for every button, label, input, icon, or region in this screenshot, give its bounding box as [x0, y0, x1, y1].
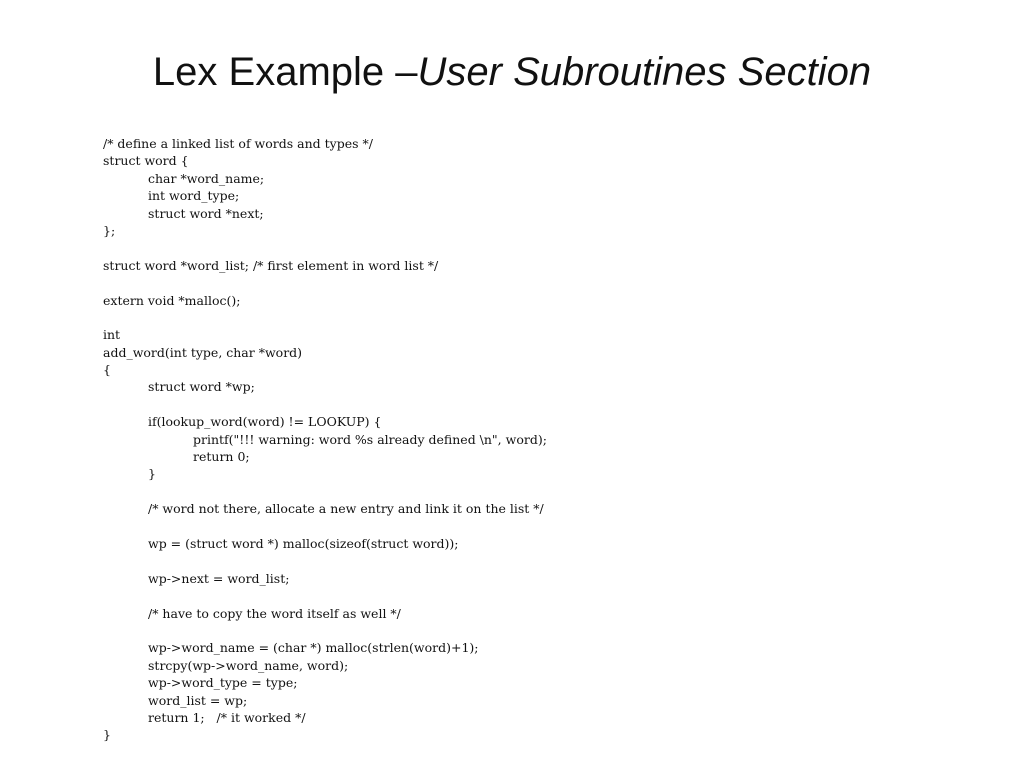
- code-line: struct word *word_list; /* first element in word list */: [103, 257, 439, 273]
- code-line: [103, 274, 547, 291]
- code-line: struct word {: [103, 153, 189, 169]
- slide-title: [0, 46, 1024, 98]
- code-line: [103, 622, 547, 639]
- code-line: strcpy(wp->word_name, word);: [148, 657, 349, 673]
- code-line: /* define a linked list of words and types */: [103, 136, 373, 151]
- code-line: }: [148, 466, 156, 482]
- code-line: [103, 518, 547, 535]
- code-line: [103, 309, 547, 326]
- code-line: [103, 587, 547, 604]
- title-italic: User Subroutines Section: [417, 50, 872, 94]
- code-line: add_word(int type, char *word): [103, 344, 303, 360]
- code-line: wp->word_type = type;: [148, 675, 298, 691]
- code-line: word_list = wp;: [148, 692, 248, 708]
- code-line: return 0;: [193, 449, 250, 465]
- code-line: struct word *next;: [148, 205, 264, 221]
- code-line: char *word_name;: [148, 170, 265, 186]
- code-line: struct word *wp;: [148, 379, 255, 395]
- code-line: };: [103, 222, 116, 238]
- code-line: return 1; /* it worked */: [148, 709, 306, 725]
- code-line: [103, 552, 547, 569]
- code-line: wp->next = word_list;: [148, 570, 290, 586]
- code-line: extern void *malloc();: [103, 292, 241, 308]
- code-line: printf("!!! warning: word %s already defined \n", word);: [193, 431, 547, 447]
- code-listing: [103, 135, 547, 744]
- code-line: int: [103, 327, 121, 343]
- title-plain: Lex Example –: [152, 50, 418, 94]
- code-line: wp->word_name = (char *) malloc(strlen(word)+1);: [148, 640, 479, 656]
- code-line: [103, 239, 547, 256]
- code-line: }: [103, 727, 111, 743]
- code-line: {: [103, 362, 111, 378]
- code-line: /* have to copy the word itself as well */: [148, 605, 401, 621]
- code-line: [103, 483, 547, 500]
- code-line: int word_type;: [148, 188, 240, 204]
- code-line: wp = (struct word *) malloc(sizeof(struct word));: [148, 535, 459, 551]
- code-line: [103, 396, 547, 413]
- code-line: /* word not there, allocate a new entry and link it on the list */: [148, 501, 544, 517]
- code-line: if(lookup_word(word) != LOOKUP) {: [148, 414, 382, 430]
